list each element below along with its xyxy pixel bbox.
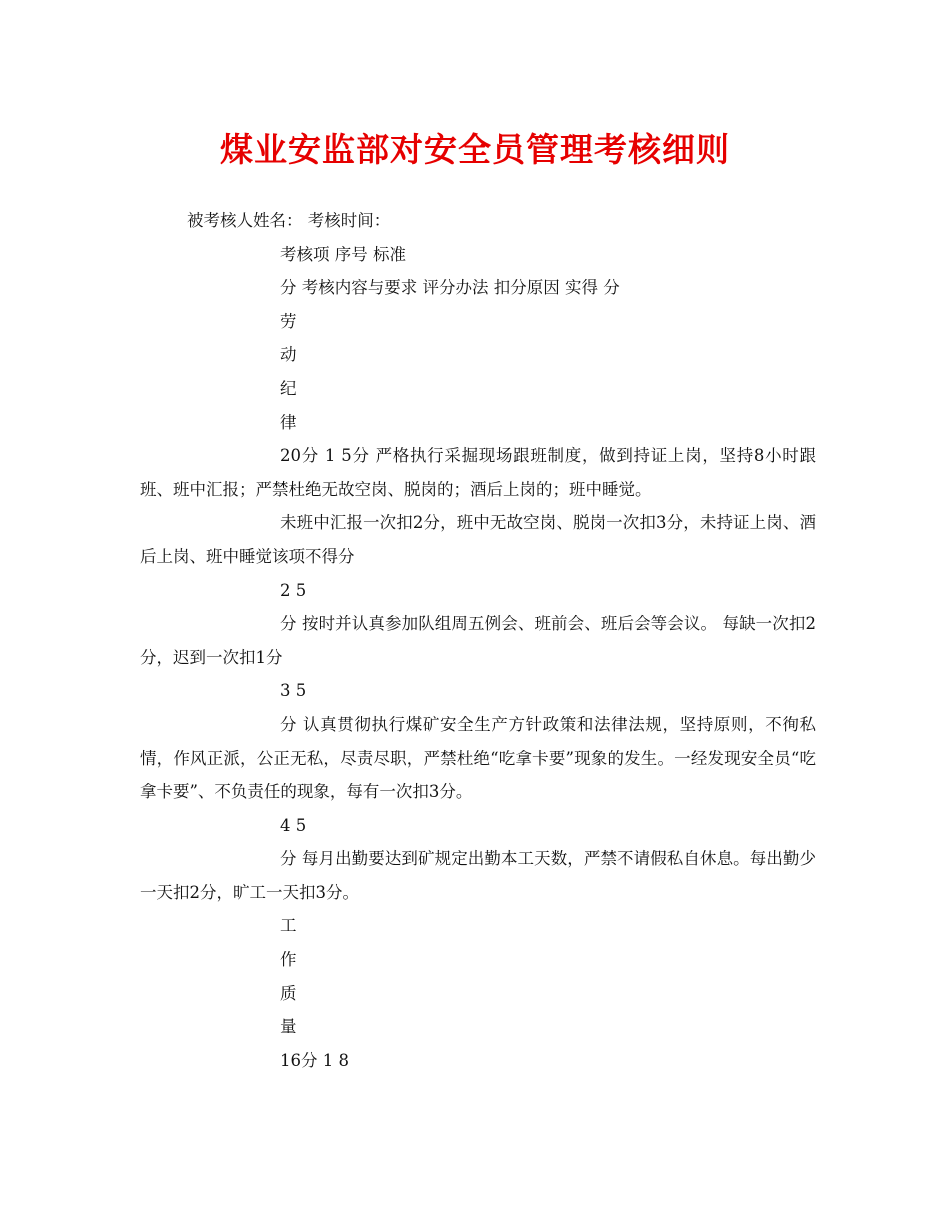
item-2-heading: 2 5 [280, 580, 307, 600]
last-line: 16分 1 8 [280, 1050, 349, 1070]
section-char: 工 [280, 916, 297, 936]
item-1-paragraph: 20分 1 5分 严格执行采掘现场跟班制度，做到持证上岗，坚持8小时跟班、班中汇报；严禁杜绝无故空岗、脱岗的；酒后上岗的；班中睡觉。 [140, 446, 816, 499]
section-char: 劳 [280, 311, 297, 331]
table-header-line-2: 分 考核内容与要求 评分办法 扣分原因 实得 分 [280, 278, 620, 298]
item-4-heading: 4 5 [280, 815, 307, 835]
section-char: 动 [280, 345, 297, 365]
item-1-scoring-paragraph: 未班中汇报一次扣2分，班中无故空岗、脱岗一次扣3分，未持证上岗、酒后上岗、班中睡觉该项不得分 [140, 513, 816, 566]
item-3-paragraph: 分 认真贯彻执行煤矿安全生产方针政策和法律法规，坚持原则，不徇私情，作风正派，公正无私，尽责尽职，严禁杜绝“吃拿卡要”现象的发生。一经发现安全员“吃拿卡要”、不负责任的现象，每有一次扣3分。 [140, 714, 816, 802]
section-char: 量 [280, 1017, 297, 1037]
section-char: 律 [280, 412, 297, 432]
item-3-heading: 3 5 [280, 681, 307, 701]
section-char: 作 [280, 950, 297, 970]
document-title: 煤业安监部对安全员管理考核细则 [220, 130, 730, 169]
table-header-line-1: 考核项 序号 标准 [280, 244, 406, 264]
item-2-paragraph: 分 按时并认真参加队组周五例会、班前会、班后会等会议。 每缺一次扣2分，迟到一次扣1分 [140, 614, 816, 667]
section-char: 质 [280, 983, 297, 1003]
document-body [140, 204, 816, 1077]
item-4-paragraph: 分 每月出勤要达到矿规定出勤本工天数，严禁不请假私自休息。每出勤少一天扣2分，旷工一天扣3分。 [140, 849, 816, 902]
meta-line: 被考核人姓名： 考核时间： [187, 211, 391, 230]
section-char: 纪 [280, 378, 297, 398]
